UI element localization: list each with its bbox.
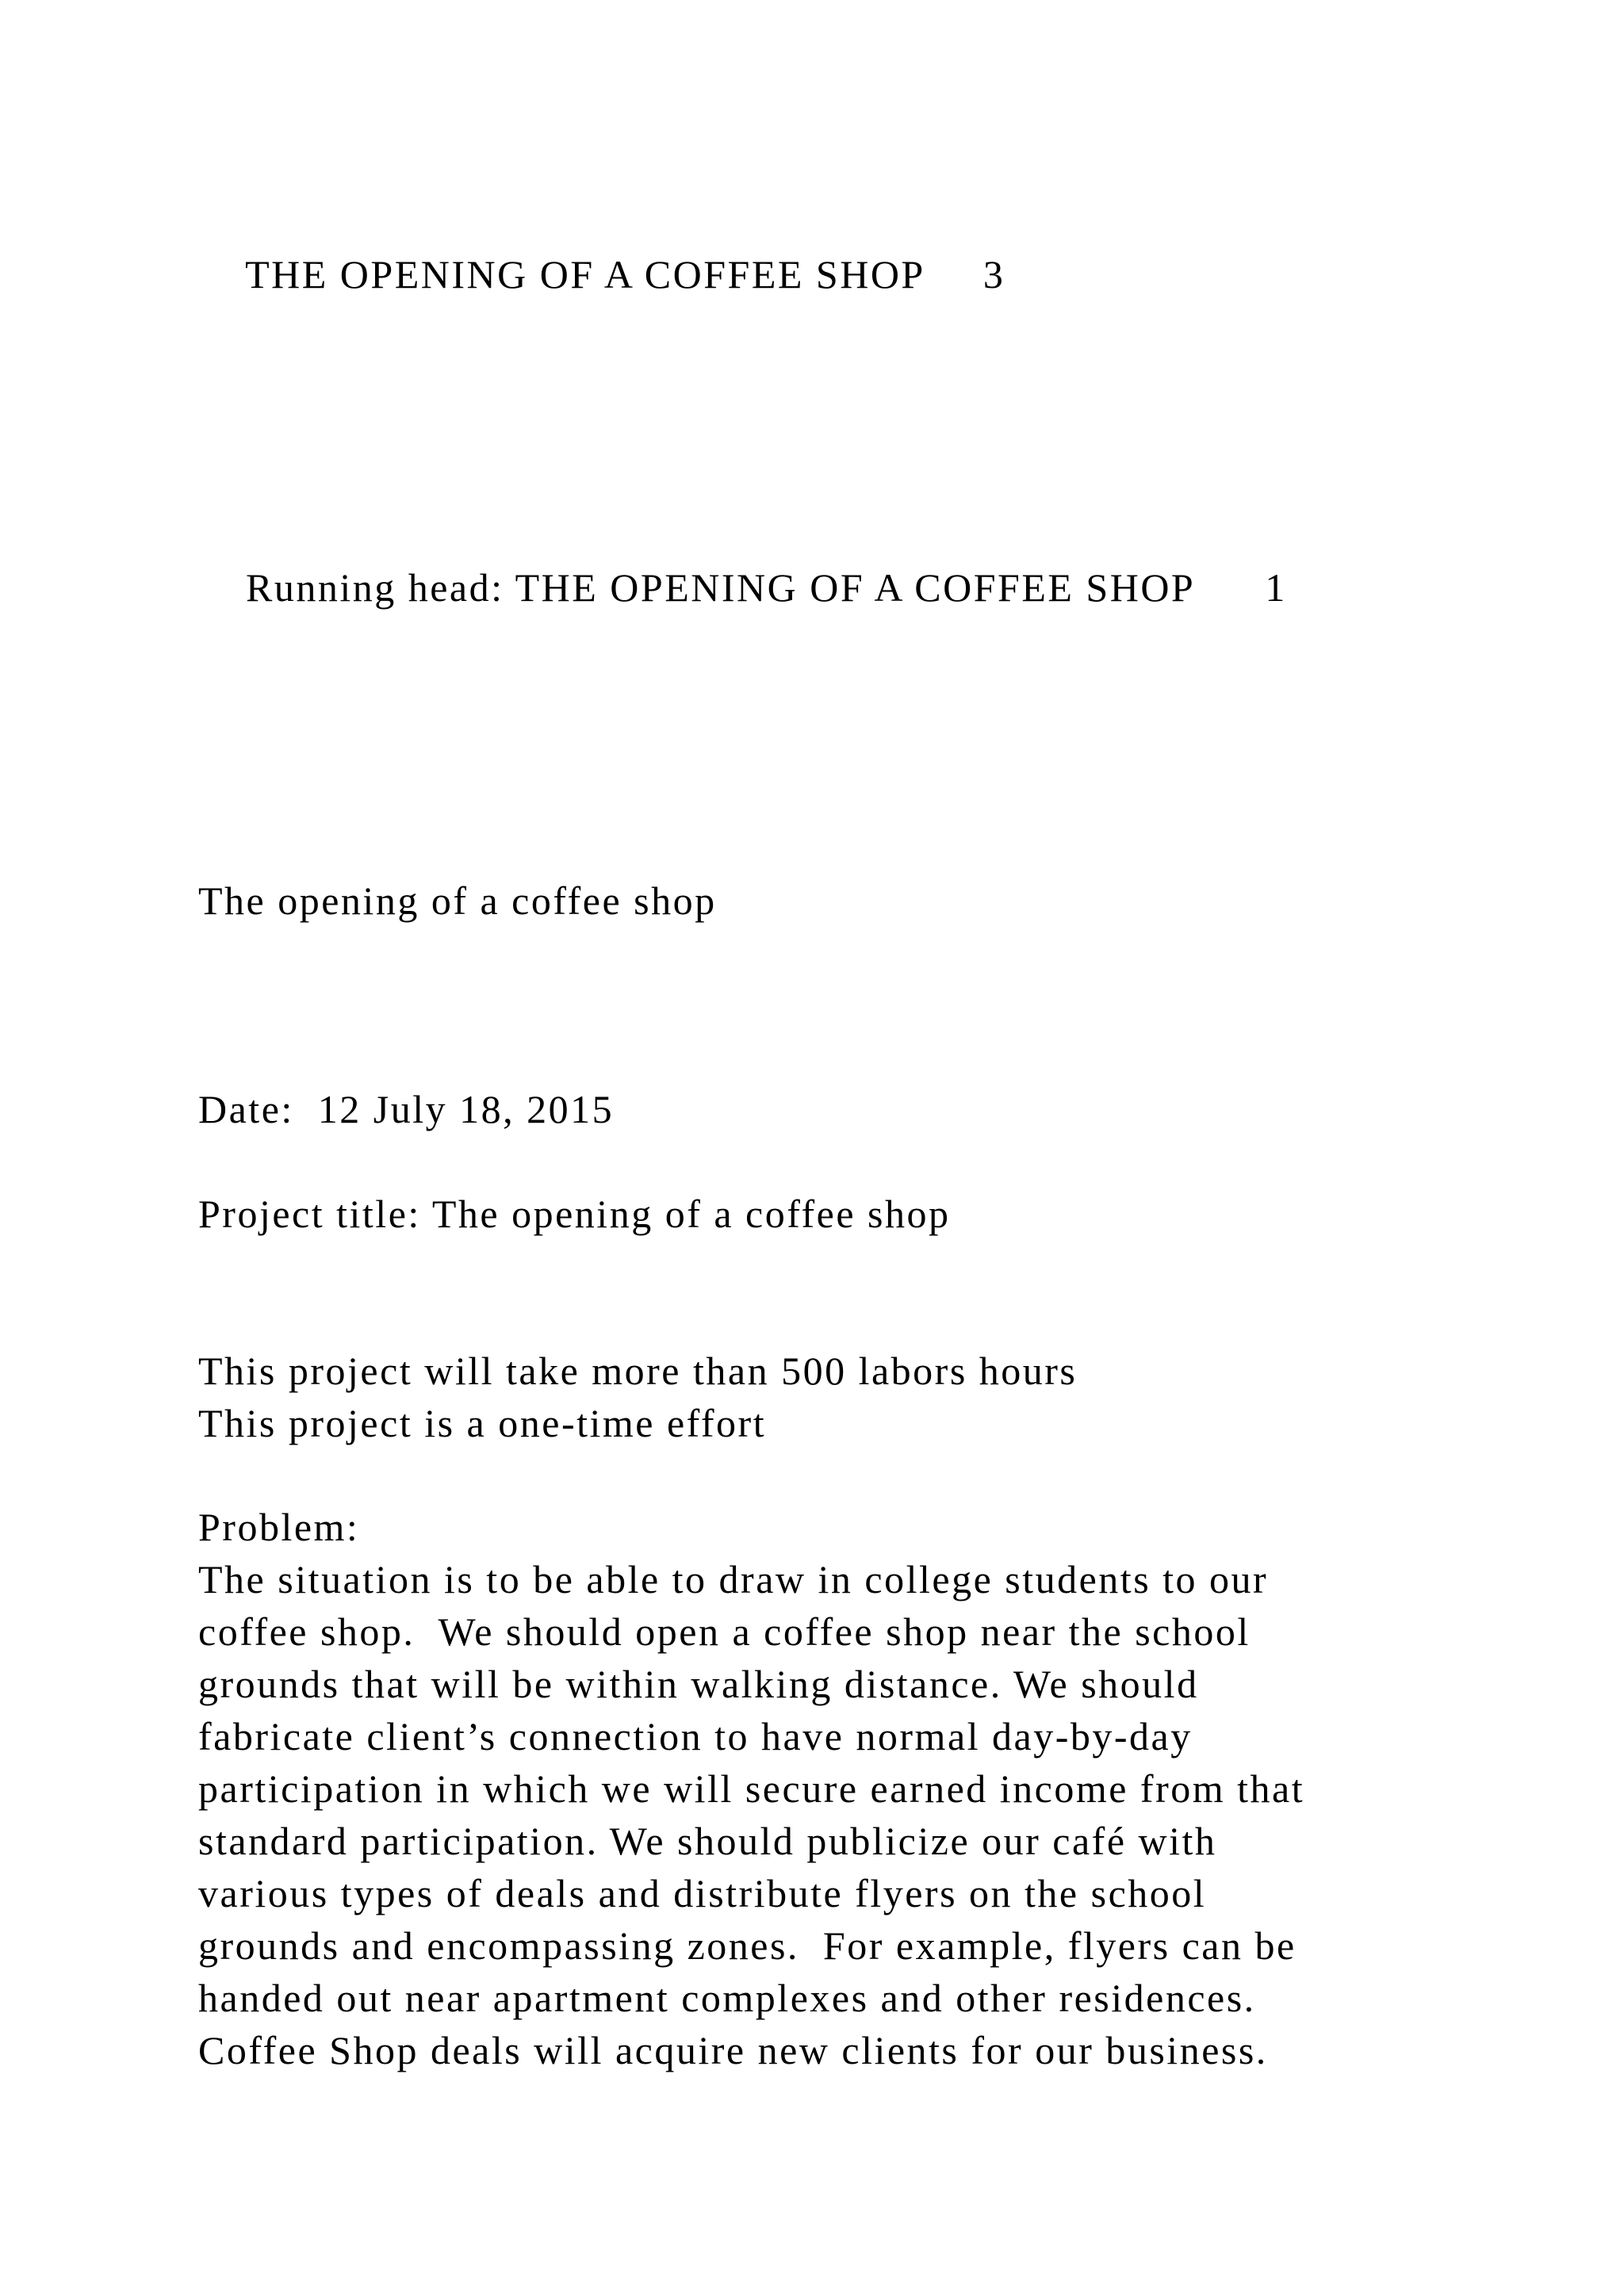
running-head-label: Running head: THE OPENING OF A COFFEE SHOP <box>246 565 1194 610</box>
problem-line: various types of deals and distribute flyers on the school <box>198 1871 1207 1915</box>
problem-line: participation in which we will secure earned income from that <box>198 1766 1305 1811</box>
running-head-page-number: 1 <box>1265 565 1287 610</box>
header-page-number: 3 <box>982 252 1005 297</box>
problem-line: handed out near apartment complexes and other residences. <box>198 1976 1256 2020</box>
problem-line: grounds that will be within walking distance. We should <box>198 1662 1199 1706</box>
scope-block <box>198 1345 1467 1449</box>
problem-line: Coffee Shop deals will acquire new clients for our business. <box>198 2028 1268 2072</box>
problem-line: grounds and encompassing zones. For example, flyers can be <box>198 1923 1297 1968</box>
problem-line: coffee shop. We should open a coffee shop near the school <box>198 1609 1251 1654</box>
problem-line: The situation is to be able to draw in college students to our <box>198 1557 1269 1601</box>
running-head <box>198 509 1287 666</box>
date-line: Date: 12 July 18, 2015 <box>198 1087 615 1131</box>
project-title-line: Project title: The opening of a coffee shop <box>198 1192 951 1236</box>
problem-heading: Problem: <box>198 1505 360 1549</box>
page-header <box>198 196 1005 353</box>
scope-line: This project will take more than 500 labors hours <box>198 1349 1078 1393</box>
header-title: THE OPENING OF A COFFEE SHOP <box>245 252 924 297</box>
problem-section <box>198 1501 1467 2076</box>
scope-line: This project is a one-time effort <box>198 1401 767 1445</box>
document-title: The opening of a coffee shop <box>198 878 717 923</box>
problem-line: fabricate client’s connection to have normal day-by-day <box>198 1714 1193 1758</box>
problem-line: standard participation. We should publicize our café with <box>198 1819 1217 1863</box>
